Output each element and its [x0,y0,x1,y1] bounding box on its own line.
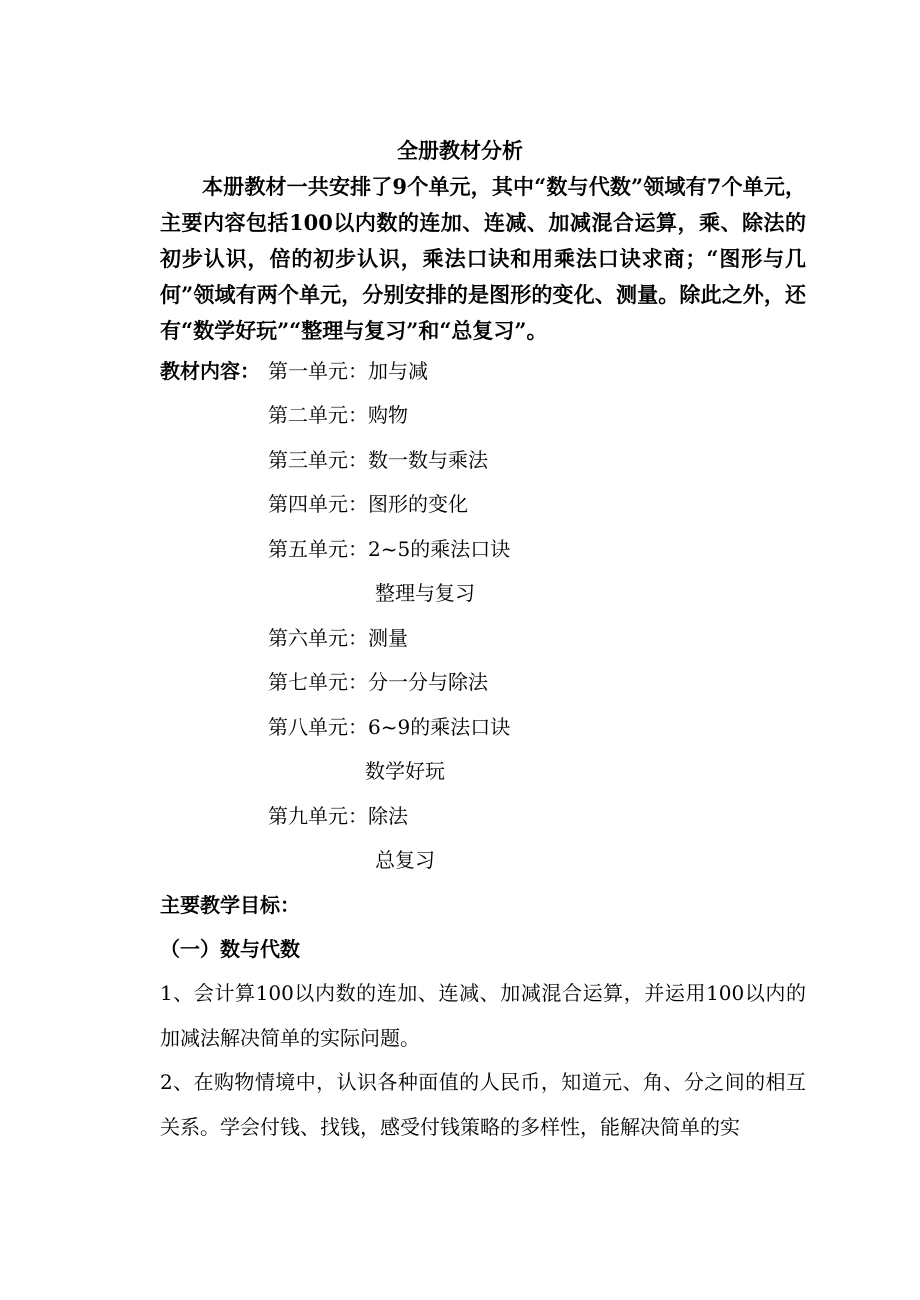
contents-item-2: 第二单元：购物 [268,403,408,427]
contents-item-final-review: 总复习 [375,848,435,872]
contents-item-math-fun: 数学好玩 [365,759,445,783]
contents-item-review: 整理与复习 [375,581,475,605]
contents-item-5: 第五单元：2~5的乘法口诀 [268,537,511,561]
goal-item-1: 1、会计算100以内数的连加、连减、加减混合运算，并运用100以内的加减法解决简单的实际问题。 [160,981,806,1050]
contents-item-4: 第四单元：图形的变化 [268,492,468,516]
contents-item-3: 第三单元：数一数与乘法 [268,448,488,472]
contents-item-9: 第九单元：除法 [268,804,408,828]
contents-item-6: 第六单元：测量 [268,626,408,650]
contents-label: 教材内容： [160,359,260,383]
contents-item-7: 第七单元：分一分与除法 [268,670,488,694]
contents-item-1: 第一单元：加与减 [268,359,428,383]
intro-paragraph: 本册教材一共安排了9个单元，其中“数与代数”领域有7个单元，主要内容包括100以内数的连加、连减、加减混合运算，乘、除法的初步认识，倍的初步认识，乘法口诀和用乘法口诀求商；“图形与几何”领域有两个单元，分别安排的是图形的变化、测量。除此之外，还有“数学好玩”“整理与复习”和“总复习”。 [160,174,806,343]
goals-section-heading: （一）数与代数 [160,937,300,961]
page-title: 全册教材分析 [397,138,523,163]
contents-item-8: 第八单元：6~9的乘法口诀 [268,715,511,739]
goal-item-2: 2、在购物情境中，认识各种面值的人民币，知道元、角、分之间的相互关系。学会付钱、找钱，感受付钱策略的多样性，能解决简单的实 [160,1070,806,1139]
goals-heading: 主要教学目标： [160,893,300,917]
